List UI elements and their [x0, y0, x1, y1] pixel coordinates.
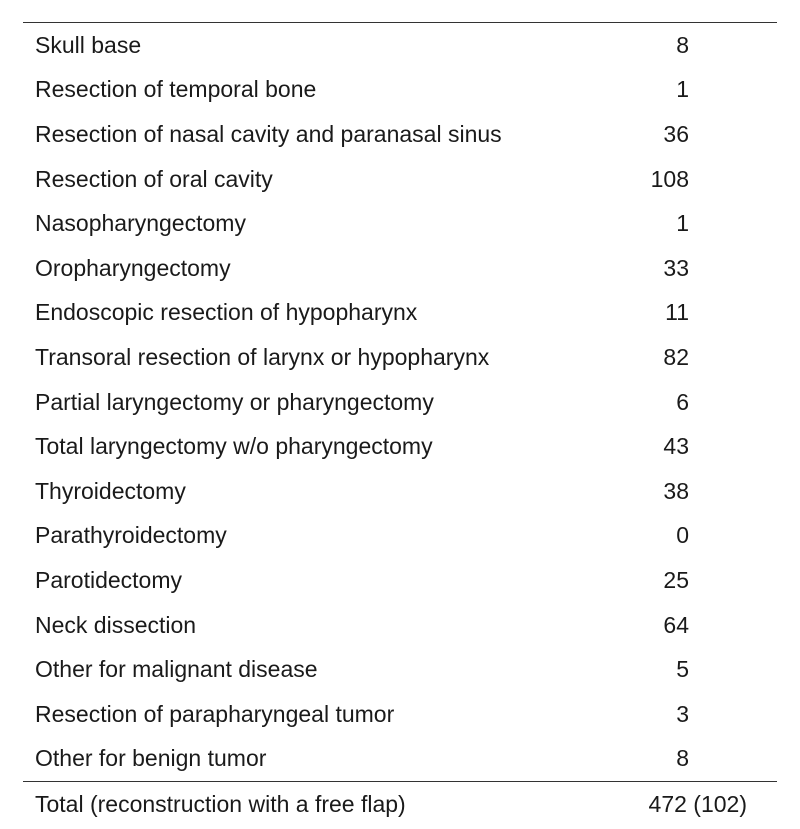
row-value: 25: [663, 566, 689, 593]
row-value: 8: [676, 31, 689, 58]
row-label: Resection of nasal cavity and paranasal sinus: [35, 120, 502, 147]
table-row: [23, 737, 777, 782]
row-value: 3: [676, 700, 689, 727]
surgery-table: [23, 22, 777, 826]
table-row: [23, 291, 777, 336]
table-row: [23, 514, 777, 559]
row-value: 1: [676, 210, 689, 237]
row-label: Resection of oral cavity: [35, 165, 273, 192]
row-value: 43: [663, 433, 689, 460]
row-value: 64: [663, 611, 689, 638]
row-label: Parotidectomy: [35, 566, 183, 593]
table-row: [23, 380, 777, 425]
table-row: [23, 68, 777, 113]
row-label: Partial laryngectomy or pharyngectomy: [35, 388, 434, 415]
row-value: 11: [665, 299, 689, 326]
row-label: Resection of parapharyngeal tumor: [35, 700, 395, 727]
table-row: [23, 112, 777, 157]
table-row: [23, 647, 777, 692]
table-body: [23, 23, 777, 781]
row-label: Endoscopic resection of hypopharynx: [35, 299, 418, 326]
row-label: Parathyroidectomy: [35, 522, 227, 549]
row-label: Transoral resection of larynx or hypopharynx: [35, 343, 490, 370]
row-value: 1: [676, 76, 689, 103]
row-label: Neck dissection: [35, 611, 197, 638]
total-value: 472 (102): [648, 790, 747, 817]
row-label: Thyroidectomy: [35, 477, 186, 504]
row-label: Oropharyngectomy: [35, 254, 231, 281]
table-row: [23, 157, 777, 202]
row-label: Nasopharyngectomy: [35, 210, 246, 237]
row-value: 36: [663, 120, 689, 147]
row-value: 38: [663, 477, 689, 504]
total-row: [23, 782, 777, 826]
table-row: [23, 246, 777, 291]
table-row: [23, 201, 777, 246]
table-row: [23, 603, 777, 648]
row-label: Total laryngectomy w/o pharyngectomy: [35, 433, 433, 460]
table-row: [23, 558, 777, 603]
row-value: 82: [663, 343, 689, 370]
row-value: 5: [676, 656, 689, 683]
table-row: [23, 424, 777, 469]
table-row: [23, 692, 777, 737]
row-value: 108: [650, 165, 689, 192]
row-value: 0: [676, 522, 689, 549]
row-label: Other for malignant disease: [35, 656, 318, 683]
table-row: [23, 23, 777, 68]
table-row: [23, 335, 777, 380]
total-label: Total (reconstruction with a free flap): [35, 790, 406, 817]
row-label: Other for benign tumor: [35, 745, 267, 772]
row-value: 33: [663, 254, 689, 281]
row-label: Skull base: [35, 31, 142, 58]
table-row: [23, 469, 777, 514]
row-label: Resection of temporal bone: [35, 76, 317, 103]
row-value: 8: [676, 745, 689, 772]
row-value: 6: [676, 388, 689, 415]
